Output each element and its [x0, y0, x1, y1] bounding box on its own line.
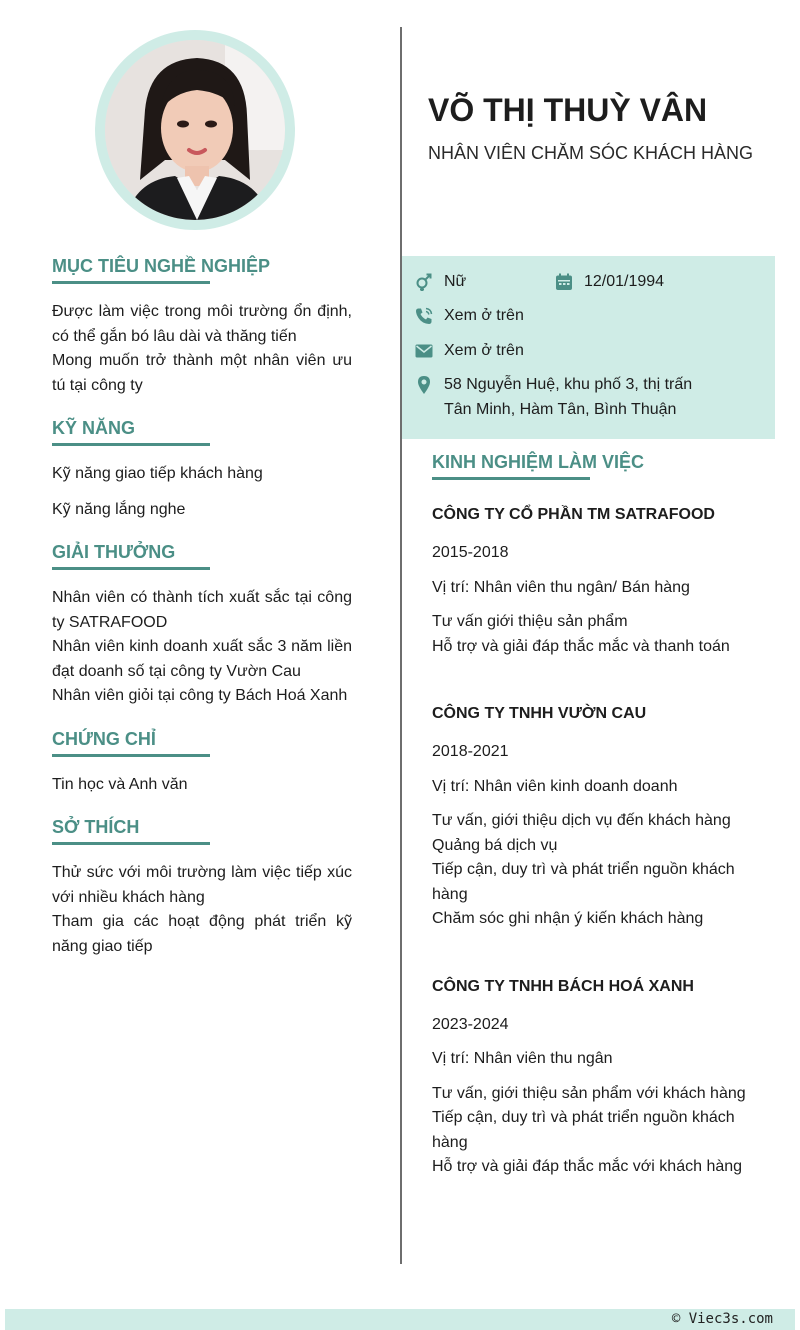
footer-bar: [5, 1309, 795, 1330]
email-row: [414, 339, 524, 364]
hobbies-title: SỞ THÍCH: [52, 817, 140, 837]
candidate-name: VÕ THỊ THUỲ VÂN: [428, 92, 708, 128]
hobby-line: Tham gia các hoạt động phát triển kỹ năng giao tiếp: [52, 913, 352, 955]
objective-line: Được làm việc trong môi trường ổn định, có thể gắn bó lâu dài và thăng tiến: [52, 303, 352, 345]
experience-item: [432, 978, 772, 1180]
address-row: [414, 373, 692, 422]
address-line: 58 Nguyễn Huệ, khu phố 3, thị trấn: [444, 376, 693, 393]
section-underline: [52, 443, 210, 446]
job-period: 2023-2024: [432, 1015, 509, 1033]
section-underline: [52, 567, 210, 570]
company-name: CÔNG TY TNHH BÁCH HOÁ XANH: [432, 977, 694, 995]
job-period: 2015-2018: [432, 544, 509, 561]
email-icon: [414, 341, 434, 361]
job-duty: Hỗ trợ và giải đáp thắc mắc với khách hàng: [432, 1158, 743, 1175]
left-column: [52, 256, 352, 979]
phone-row: [414, 304, 524, 329]
job-duty: Quảng bá dịch vụ: [432, 836, 558, 854]
company-name: CÔNG TY TNHH VƯỜN CAU: [432, 705, 647, 722]
job-duty: Tiếp cận, duy trì và phát triển nguồn khách hàng: [432, 861, 735, 903]
column-divider: [400, 27, 402, 1264]
gender-icon: [414, 272, 434, 292]
skill-item: Kỹ năng giao tiếp khách hàng: [52, 465, 263, 482]
experience-item: [432, 506, 772, 659]
job-duty: Tiếp cận, duy trì và phát triển nguồn khách hàng: [432, 1109, 735, 1151]
section-underline: [432, 477, 590, 480]
avatar-photo: [105, 40, 285, 220]
gender-row: [414, 270, 466, 295]
experience-item: [432, 705, 772, 932]
birthdate-value: 12/01/1994: [584, 273, 665, 290]
awards-title: GIẢI THƯỞNG: [52, 542, 176, 562]
section-underline: [52, 754, 210, 757]
gender-value: Nữ: [444, 273, 467, 290]
skills-title: KỸ NĂNG: [52, 418, 136, 438]
hobby-line: Thử sức với môi trường làm việc tiếp xúc với nhiều khách hàng: [52, 864, 352, 906]
skill-item: Kỹ năng lắng nghe: [52, 500, 186, 518]
certificates-section: [52, 729, 352, 798]
job-duty: Hỗ trợ và giải đáp thắc mắc và thanh toán: [432, 637, 730, 655]
job-position: Vị trí: Nhân viên kinh doanh doanh: [432, 777, 678, 795]
section-underline: [52, 842, 210, 845]
birthdate-row: [554, 270, 664, 295]
candidate-job-title: NHÂN VIÊN CHĂM SÓC KHÁCH HÀNG: [428, 143, 754, 163]
calendar-icon: [554, 272, 574, 292]
award-line: Nhân viên kinh doanh xuất sắc 3 năm liền đạt doanh số tại công ty Vườn Cau: [52, 638, 352, 680]
objective-line: Mong muốn trở thành một nhân viên ưu tú tại công ty: [52, 352, 352, 394]
job-duty: Tư vấn, giới thiệu dịch vụ đến khách hàng: [432, 812, 731, 829]
phone-value: Xem ở trên: [444, 307, 524, 324]
company-name: CÔNG TY CỔ PHẦN TM SATRAFOOD: [432, 506, 715, 523]
job-position: Vị trí: Nhân viên thu ngân/ Bán hàng: [432, 578, 690, 596]
phone-icon: [414, 306, 434, 326]
certificate-item: Tin học và Anh văn: [52, 775, 188, 793]
job-duty: Tư vấn, giới thiệu sản phẩm với khách hàng: [432, 1084, 746, 1102]
right-column: [432, 452, 772, 1226]
address-value: [444, 373, 692, 422]
location-icon: [414, 375, 434, 395]
objective-section: [52, 256, 352, 398]
hobbies-section: [52, 817, 352, 959]
certificates-title: CHỨNG CHỈ: [52, 728, 156, 749]
award-line: Nhân viên có thành tích xuất sắc tại công ty SATRAFOOD: [52, 589, 352, 631]
footer-credit: © Viec3s.com: [671, 1311, 773, 1327]
address-line: Tân Minh, Hàm Tân, Bình Thuận: [444, 400, 677, 418]
email-value: Xem ở trên: [444, 342, 524, 359]
job-duty: Tư vấn giới thiệu sản phẩm: [432, 613, 628, 630]
job-position: Vị trí: Nhân viên thu ngân: [432, 1050, 613, 1067]
skills-section: [52, 418, 352, 522]
job-duty: Chăm sóc ghi nhận ý kiến khách hàng: [432, 910, 704, 927]
contact-panel: [402, 256, 775, 439]
awards-section: [52, 542, 352, 709]
job-period: 2018-2021: [432, 743, 509, 760]
objective-title: MỤC TIÊU NGHỀ NGHIỆP: [52, 256, 271, 276]
award-line: Nhân viên giỏi tại công ty Bách Hoá Xanh: [52, 687, 348, 704]
avatar: [95, 30, 295, 230]
section-underline: [52, 281, 210, 284]
experience-title: KINH NGHIỆM LÀM VIỆC: [432, 452, 645, 472]
